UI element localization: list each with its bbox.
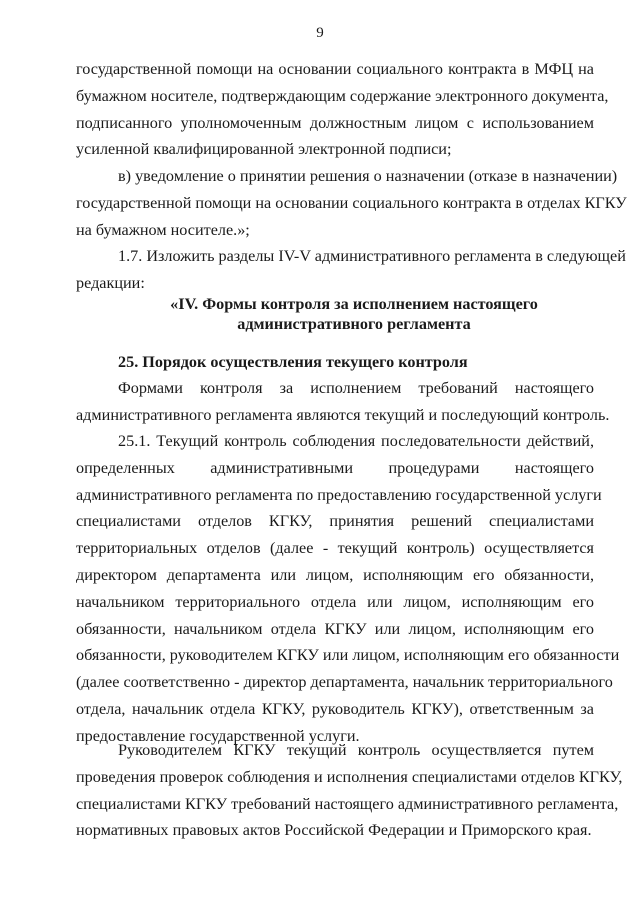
text-line: предоставление государственной услуги. (76, 726, 360, 745)
text-line: 1.7. Изложить разделы IV-V административного регламента в следующей (118, 247, 626, 265)
text-line: Руководителем КГКУ текущий контроль осуществляется путем (118, 741, 594, 759)
text-line: нормативных правовых актов Российской Федерации и Приморского края. (76, 821, 592, 840)
text-line: в) уведомление о принятии решения о назначении (отказе в назначении) (118, 167, 618, 185)
text-line: подписанного уполномоченным должностным лицом с использованием (76, 113, 594, 132)
text-line: административного регламента по предоставлению государственной услуги (76, 485, 602, 504)
paragraph-25-1 (76, 428, 620, 750)
paragraph-continuation (76, 56, 609, 163)
text-line: Формами контроля за исполнением требований настоящего (118, 379, 594, 397)
page-number: 9 (316, 25, 324, 41)
text-line: редакции: (76, 273, 145, 292)
text-line: усиленной квалифицированной электронной подписи; (76, 140, 452, 159)
paragraph-item-v (76, 163, 627, 243)
text-line: начальником территориального отдела или лицом, исполняющим его (76, 592, 594, 611)
text-line: государственной помощи на основании социального контракта в отделах КГКУ (76, 193, 627, 212)
text-line: государственной помощи на основании социального контракта в МФЦ на (76, 60, 594, 78)
text-line: 25.1. Текущий контроль соблюдения последовательности действий, (118, 432, 594, 450)
text-line: обязанности, начальником отдела КГКУ или лицом, исполняющим его (76, 619, 594, 638)
subsection-title (76, 349, 594, 376)
section-title-line: административного регламента (237, 315, 471, 333)
text-line: определенных административными процедурами настоящего (76, 458, 594, 477)
text-line: территориальных отделов (далее - текущий контроль) осуществляется (76, 539, 594, 558)
text-line: специалистами КГКУ требований настоящего административного регламента, (76, 794, 619, 813)
text-line: отдела, начальник отдела КГКУ, руководитель КГКУ), ответственным за (76, 699, 594, 718)
section-title-line: «IV. Формы контроля за исполнением настоящего (170, 295, 538, 313)
text-line: специалистами отделов КГКУ, принятия решений специалистами (76, 512, 594, 531)
text-line: обязанности, руководителем КГКУ или лицом, исполняющим его обязанности (76, 646, 620, 665)
paragraph-rukovoditel (76, 737, 623, 844)
text-line: бумажном носителе, подтверждающим содержание электронного документа, (76, 86, 609, 105)
paragraph-forms (76, 375, 610, 429)
section-title (76, 294, 632, 334)
text-line: проведения проверок соблюдения и исполнения специалистами отделов КГКУ, (76, 767, 623, 786)
text-line: директором департамента или лицом, исполняющим его обязанности, (76, 565, 594, 584)
text-line: (далее соответственно - директор департамента, начальник территориального (76, 673, 613, 692)
text-line: на бумажном носителе.»; (76, 220, 250, 239)
paragraph-1-7 (76, 243, 626, 297)
text-line: административного регламента являются текущий и последующий контроль. (76, 405, 610, 424)
subsection-title-text: 25. Порядок осуществления текущего контроля (118, 353, 468, 371)
